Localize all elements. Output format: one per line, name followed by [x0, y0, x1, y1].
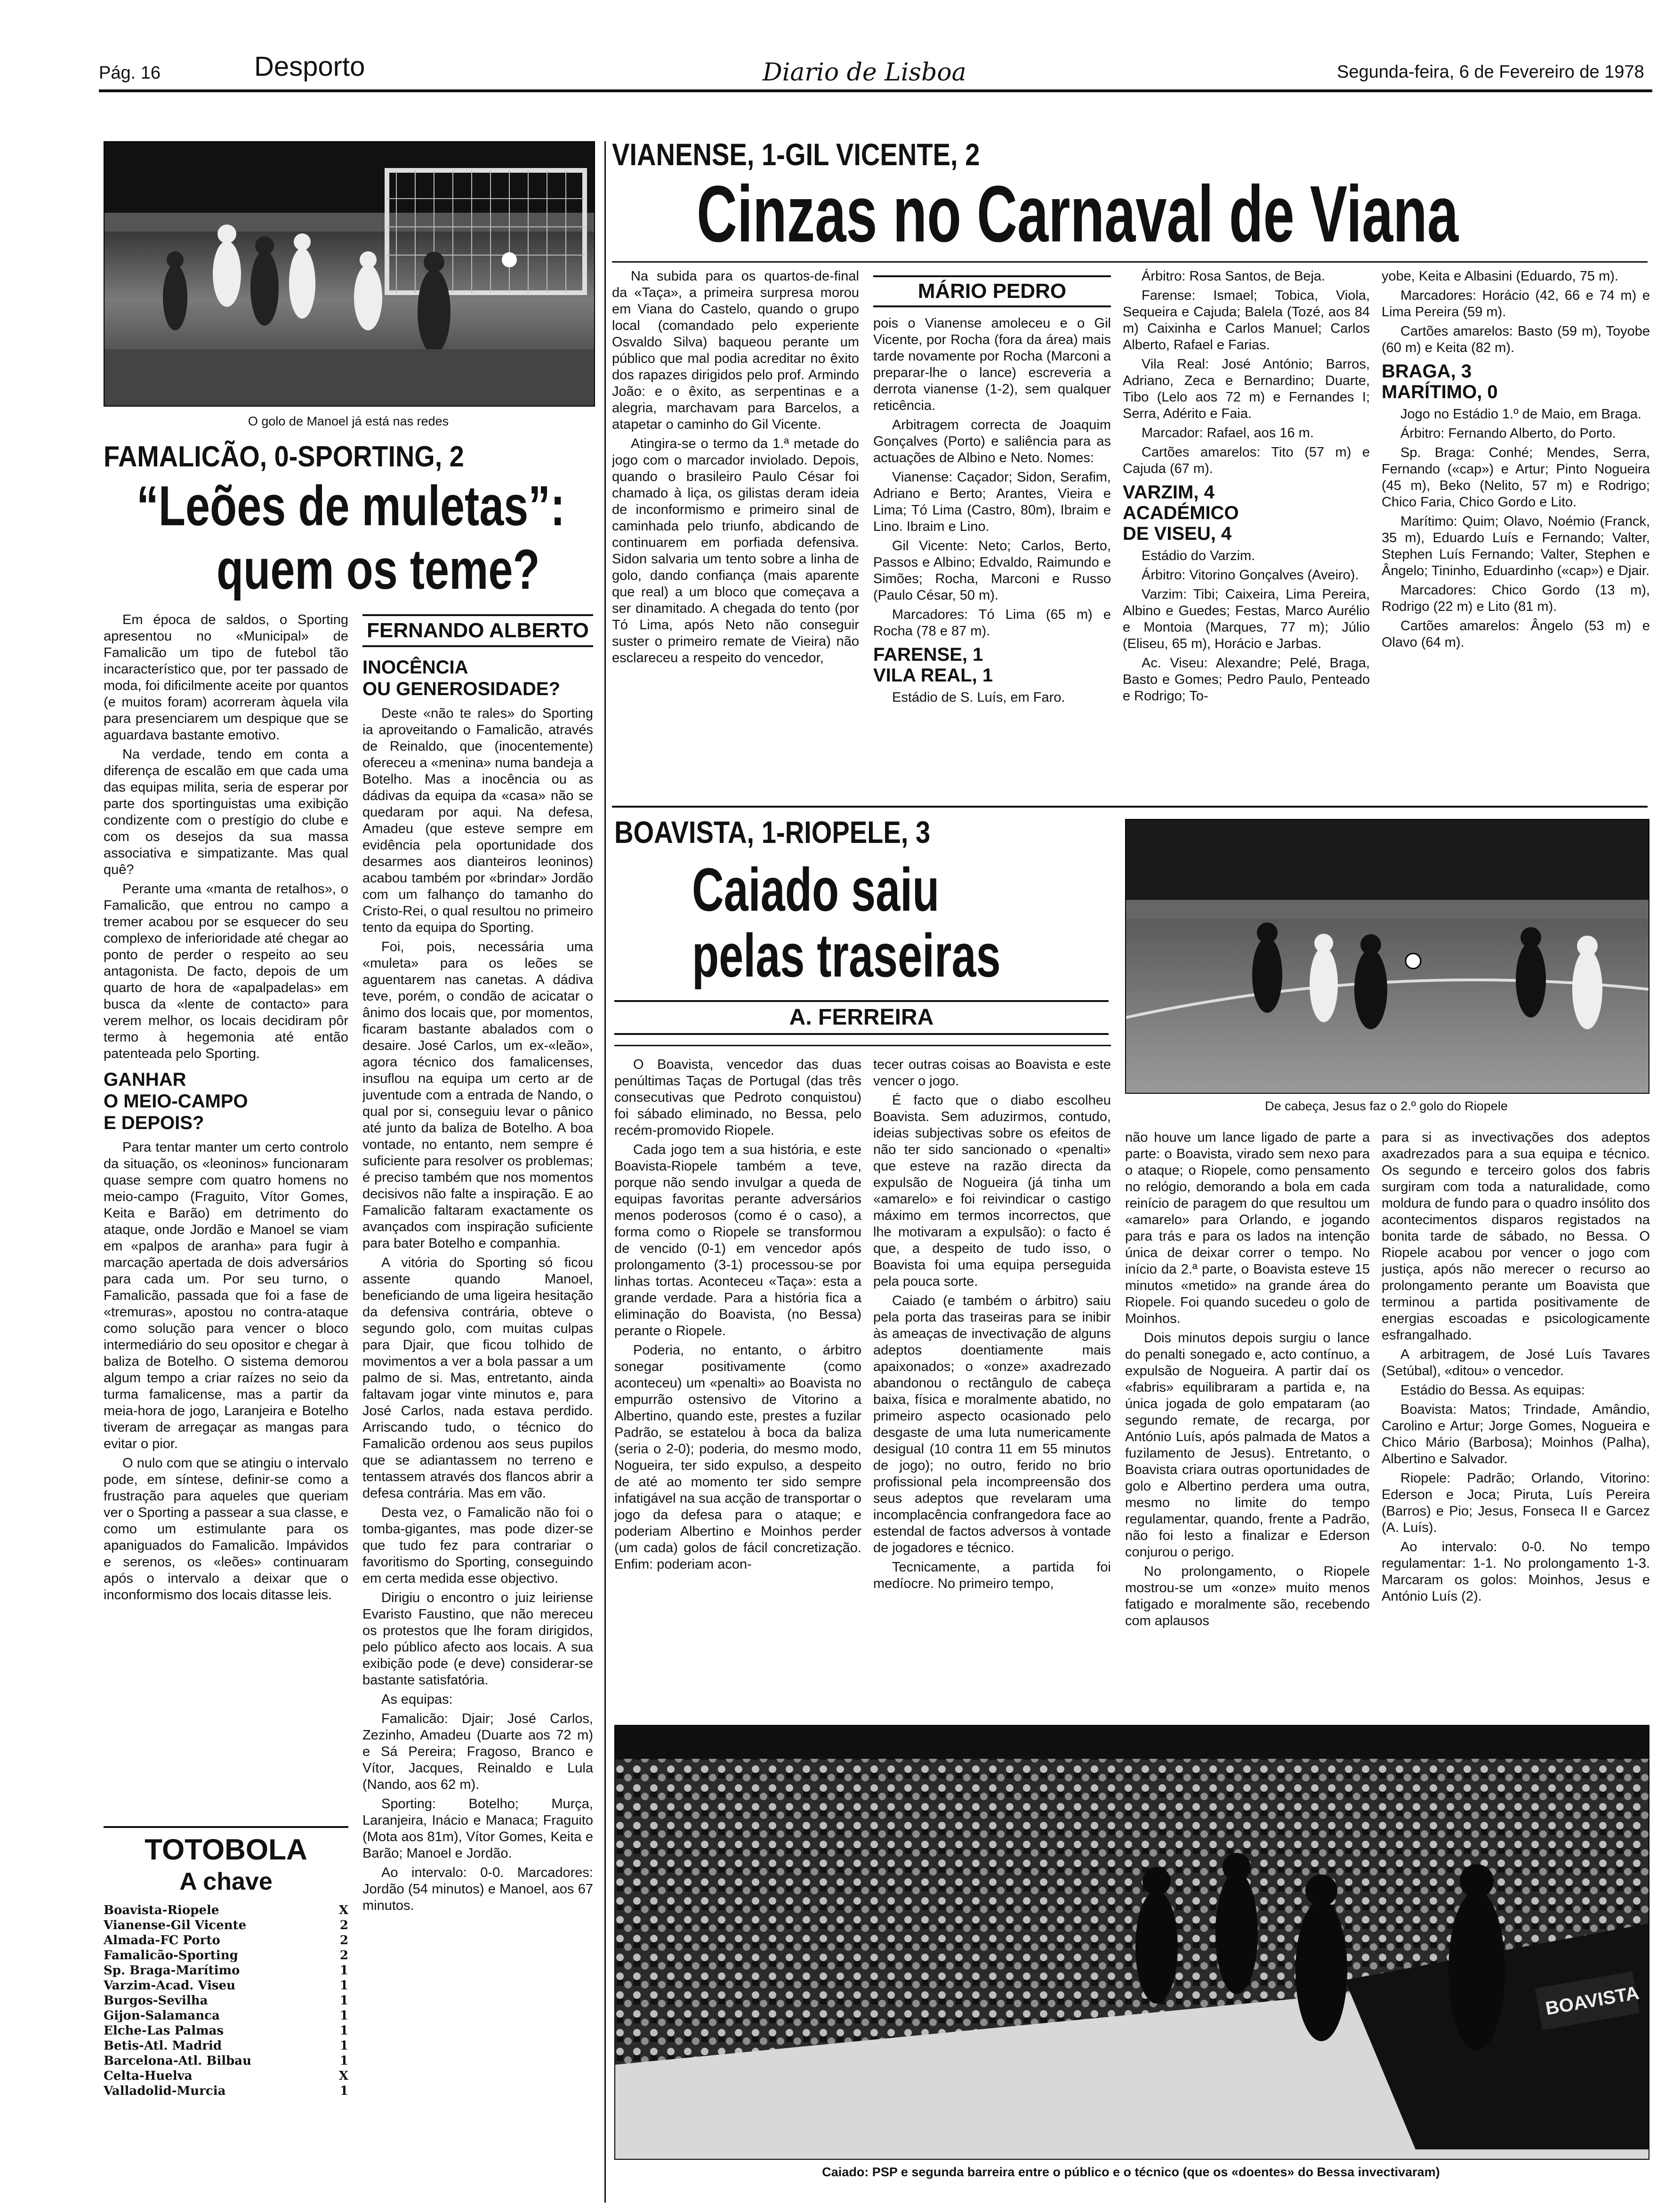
paragraph: Árbitro: Fernando Alberto, do Porto. [1400, 426, 1616, 441]
boavista-byline: A. FERREIRA [614, 1000, 1109, 1035]
paragraph: Dirigiu o encontro o juiz leiriense Evaristo Faustino, que não mereceu os protestos que lhe foram dirigidos, pelo público afecto aos locais. A sua exibição pode (e deve) considerar-se bastante satisfatória. [362, 1590, 593, 1688]
goal-photo-caption: O golo de Manoel já está nas redes [248, 414, 449, 428]
goal-photo [104, 141, 595, 407]
paragraph: Caiado (e também o árbitro) saiu pela porta das traseiras para se inibir às ameaças de invectivação de alguns adeptos doentiamente mais apaixonados; o «onze» axadrezado abandonou o rectângulo de cabeça baixa, física e moralmente abatido, no primeiro aspecto ocasionado pelo desgaste de uma luta numericamente desigual (10 contra 11 em 55 minutos de jogo); no outro, ferido no brio profissional pela incompreensão dos seus adeptos que revelaram uma incomplacência confrangedora face ao estendal de factos adversos à vontade de jogadores e técnico. [873, 1293, 1111, 1555]
totobola-result: 1 [339, 2024, 348, 2038]
paragraph: Para tentar manter um certo controlo da situação, os «leoninos» funcionaram quase sempre com quatro homens no meio-campo (Fraguito, Vítor Gomes, Keita e Barão) em detrimento do ataque, onde Jordão e Manoel se viam em «palpos de aranha» para fugir à marcação apertada de dois adversários para cada um. Por seu turno, o Famalicão, passada que foi a fase de «tremuras», apostou no contra-ataque como solução para vencer o bloco intermediário do seu opositor e chegar à baliza de Botelho. O sistema demorou algum tempo a criar raízes no seio da turma famalicense, mas a partir da meia-hora de jogo, Laranjeira e Botelho tiveram de arregaçar as mangas para evitar o pior. [104, 1140, 348, 1451]
totobola-row [104, 1948, 348, 1963]
paragraph: Tecnicamente, a partida foi medíocre. No primeiro tempo, [873, 1560, 1111, 1591]
totobola-row [104, 2068, 348, 2084]
famalicao-headline-2: quem os teme? [217, 538, 540, 601]
totobola-box [104, 1833, 348, 2099]
paragraph: não houve um lance ligado de parte a parte: o Boavista, virado sem nexo para o ataque; o Riopele, como pensamento no relógio, demorando a bola em cada reinício de paragem do que resultou um «amarelo» para Orlando, e jogando para trás e para os lados na intenção única de deixar correr o tempo. No início da 2.ª parte, o Boavista esteve 15 minutos «metido» na grande área do Riopele. Foi quando sucedeu o golo de Moinhos. [1125, 1130, 1370, 1326]
riopele-photo-caption: De cabeça, Jesus faz o 2.º golo do Riopele [1265, 1099, 1508, 1113]
paragraph: Vianense: Caçador; Sidon, Serafim, Adriano e Berto; Arantes, Vieira e Lima; Tó Lima (Castro, 80m), Ibraim e Lino. Ibraim e Lino. [873, 470, 1111, 534]
paragraph: Perante uma «manta de retalhos», o Famalicão, que entrou no campo a tremer acabou por se esquecer do seu complexo de inferioridade até chegar ao ponto de perder o respeito ao seu antagonista. De facto, depois de um quarto de hora de «apalpadelas» em busca da «lente de contacto» para verem melhor, os locais decidiram pôr termo à hegemonia até então patenteada pelo Sporting. [104, 882, 348, 1061]
famalicao-column-2 [362, 657, 593, 2163]
subhead-line: OU GENEROSIDADE? [362, 679, 561, 699]
riopele-goal-scene [1126, 820, 1649, 1093]
braga-result [1382, 361, 1650, 402]
paragraph: Vila Real: José António; Barros, Adriano, Zeca e Bernardino; Duarte, Tibo (Lelo aos 72 m) e Fernandes I; Serra, Adérito e Faia. [1123, 357, 1370, 421]
paragraph: Varzim: Tibi; Caixeira, Lima Pereira, Albino e Guedes; Festas, Marco Aurélio e Montoia (Marques, 77 m); Júlio (Eliseu, 65 m), Horácio e Jarbas. [1123, 587, 1370, 651]
totobola-result: 1 [339, 2009, 348, 2023]
totobola-match: Varzim-Acad. Viseu [104, 1979, 236, 1993]
boavista-column-2 [873, 1057, 1111, 1711]
stand-sign-text: BOAVISTA [1544, 1982, 1641, 2020]
result-line: VILA REAL, 1 [873, 665, 993, 686]
paragraph: Sporting: Botelho; Murça, Laranjeira, Inácio e Manaca; Fraguito (Mota aos 81m), Vítor Gomes, Keita e Barão; Manoel e Jordão. [362, 1796, 593, 1861]
totobola-table [104, 1903, 348, 2099]
paragraph: Foi, pois, necessária uma «muleta» para os leões se aguentarem nas canetas. A dádiva teve, porém, o condão de acicatar o ânimo dos locais que, por momentos, ficaram bastante abalados com o desaire. José Carlos, um ex-«leão», agora técnico dos famalicenses, insuflou na equipa um certo ar de juventude com a entrada de Nando, o qual por si, conseguiu levar o pânico até junto da baliza de Botelho. A boa vontade, no entanto, nem sempre é suficiente para resolver os problemas; é preciso também que nos momentos decisivos não falte a inspiração. E ao Famalicão faltaram exactamente os avançados com inspiração suficiente para bater Botelho e companhia. [362, 939, 593, 1251]
paragraph: Marcadores: Horácio (42, 66 e 74 m) e Lima Pereira (59 m). [1382, 288, 1650, 320]
paragraph: Estádio de S. Luís, em Faro. [892, 690, 1065, 705]
totobola-row [104, 1963, 348, 1978]
masthead: Diario de Lisboa [763, 58, 966, 87]
totobola-match: Gijon-Salamanca [104, 2009, 220, 2023]
boavista-headline-2: pelas traseiras [692, 921, 1001, 990]
totobola-row [104, 2008, 348, 2023]
totobola-match: Celta-Huelva [104, 2069, 193, 2083]
paragraph: O nulo com que se atingiu o intervalo pode, em síntese, definir-se como a frustração para aqueles que queriam ver o Sporting a passear a sua classe, e como um estimulante para os apaniguados do Famalicão. Impávidos e serenos, os «leões» continuaram após o intervalo a deixar que o inconformismo dos locais ditasse leis. [104, 1456, 348, 1603]
paragraph: A arbitragem, de José Luís Tavares (Setúbal), «ditou» o vencedor. [1382, 1347, 1650, 1378]
subhead-ganhar [104, 1069, 348, 1134]
boavista-column-3 [1125, 1130, 1370, 1711]
paragraph: Marítimo: Quim; Olavo, Noémio (Franck, 35 m), Eduardo Luís e Fernando; Valter, Stephen Luís Fernando; Valter, Stephen e Ângelo; Tininho, Eduardinho («cap») e Djair. [1382, 514, 1650, 578]
vianense-column-4 [1382, 268, 1650, 805]
totobola-result: 2 [339, 1948, 348, 1963]
totobola-match: Elche-Las Palmas [104, 2024, 224, 2038]
totobola-match: Boavista-Riopele [104, 1903, 219, 1917]
paragraph: Estádio do Varzim. [1142, 548, 1255, 563]
paragraph: Desta vez, o Famalicão não foi o tomba-gigantes, mas pode dizer-se que tudo fez para contrariar o favoritismo do Sporting, conseguindo em certa medida esse objectivo. [362, 1505, 593, 1586]
paragraph: O Boavista, vencedor das duas penúltimas Taças de Portugal (das três consecutivas que Pedroto conquistou) foi sábado eliminado, no Bessa, pelo recém-promovido Riopele. [614, 1057, 861, 1138]
totobola-row [104, 1933, 348, 1948]
paragraph: Arbitragem correcta de Joaquim Gonçalves (Porto) e saliência para as actuações de Albino e Neto. Nomes: [873, 417, 1111, 465]
result-line: BRAGA, 3 [1382, 361, 1472, 382]
paragraph: As equipas: [381, 1692, 453, 1707]
paragraph: Jogo no Estádio 1.º de Maio, em Braga. [1400, 407, 1641, 422]
paragraph: Ac. Viseu: Alexandre; Pelé, Braga, Basto e Gomes; Pedro Paulo, Penteado e Rodrigo; To- [1123, 656, 1370, 704]
riopele-goal-photo [1125, 819, 1649, 1094]
paragraph: A vitória do Sporting só ficou assente quando Manoel, beneficiando de uma ligeira hesitação da defensiva contrária, obteve o segundo golo, com muitas culpas para Djair, que ficou tolhido de movimentos a ver a bola passar a um palmo de si. Mas, entretanto, ainda faltavam jogar vinte minutos e, para José Carlos, nada estava perdido. Arriscando tudo, o técnico do Famalicão ordenou aos seus pupilos que se adiantassem no terreno e tentassem através dos flancos abrir a defesa contrária. Mas em vão. [362, 1255, 593, 1501]
boavista-column-1 [614, 1057, 861, 1711]
totobola-result: 1 [339, 1979, 348, 1993]
totobola-result: 2 [339, 1933, 348, 1948]
totobola-match: Burgos-Sevilha [104, 1994, 208, 2008]
boavista-kicker: BOAVISTA, 1-RIOPELE, 3 [614, 815, 931, 850]
crowd-photo-caption: Caiado: PSP e segunda barreira entre o público e o técnico (que os «doentes» do Bessa invectivaram) [822, 2165, 1440, 2179]
paragraph: Árbitro: Vitorino Gonçalves (Aveiro). [1142, 568, 1359, 583]
boavista-headline-1: Caiado saiu [692, 855, 940, 924]
paragraph: Marcadores: Tó Lima (65 m) e Rocha (78 e 87 m). [873, 607, 1111, 639]
subhead-line: GANHAR [104, 1069, 186, 1090]
paragraph: tecer outras coisas ao Boavista e este vencer o jogo. [873, 1057, 1111, 1089]
vianense-column-3 [1123, 268, 1370, 805]
famalicao-byline: FERNANDO ALBERTO [362, 614, 593, 647]
paragraph: Na verdade, tendo em conta a diferença de escalão em que cada uma das equipas milita, seria de esperar por parte dos sportinguistas uma exibição condizente com o prestígio do clube e com os desejos da sua massa associativa e simpatizante. Mas qual quê? [104, 747, 348, 877]
page-number: Pág. 16 [99, 63, 161, 83]
totobola-result: X [338, 2069, 348, 2083]
issue-date: Segunda-feira, 6 de Fevereiro de 1978 [1337, 62, 1644, 82]
paragraph: Marcador: Rafael, aos 16 m. [1142, 425, 1314, 441]
crowd-scene [615, 1726, 1649, 2159]
paragraph: Boavista: Matos; Trindade, Amândio, Carolino e Artur; Jorge Gomes, Nogueira e Chico Mário (Barbosa); Moinhos (Palha), Albertino e Salvador. [1382, 1402, 1650, 1467]
totobola-match: Sp. Braga-Marítimo [104, 1964, 240, 1978]
result-line: DE VISEU, 4 [1123, 523, 1232, 544]
result-line: ACADÉMICO [1123, 503, 1239, 523]
totobola-result: 1 [339, 2039, 348, 2053]
totobola-result: 2 [339, 1918, 348, 1932]
vianense-column-2 [873, 315, 1111, 805]
byline-rule [614, 1045, 1111, 1046]
paragraph: Árbitro: Rosa Santos, de Beja. [1142, 269, 1326, 284]
paragraph: Na subida para os quartos-de-final da «Taça», a primeira surpresa morou em Viana do Castelo, quando o grupo local (comandado pelo experiente Osvaldo Silva) baqueou perante um público que mal podia acreditar no êxito dos rapazes dirigidos pelo prof. Armindo João: e o êxito, as serpentinas e a alegria, marchavam para Barcelos, a atapetar o caminho do Gil Vicente. [612, 269, 859, 432]
totobola-result: X [338, 1903, 348, 1917]
totobola-row [104, 2053, 348, 2068]
paragraph: Cartões amarelos: Basto (59 m), Toyobe (60 m) e Keita (82 m). [1382, 324, 1650, 355]
paragraph: Poderia, no entanto, o árbitro sonegar positivamente (como aconteceu) um «penalti» ao Boavista no empurrão ostensivo de Vitorino a Albertino, quando este, prestes a fuzilar Padrão, se estatelou à boca da baliza (seria o 2-0); poderia, do mesmo modo, Nogueira, ter sido expulso, a despeito de até ao momento ter sido sempre infatigável na sua acção de transportar o jogo da defesa para o ataque; e poderiam Albertino e Moinhos perder (um cada) golos de fácil concretização. Enfim: poderiam acon- [614, 1343, 861, 1572]
totobola-match: Almada-FC Porto [104, 1933, 220, 1948]
result-line: MARÍTIMO, 0 [1382, 382, 1498, 402]
headline-rule [612, 261, 1648, 263]
paragraph: pois o Vianense amoleceu e o Gil Vicente, por Rocha (fora da área) mais tarde novamente por Rocha (Marconi a preparar-lhe o lance) escreveria a derrota vianense (1-2), sem qualquer reticência. [873, 316, 1111, 413]
goal-photo-scene [105, 142, 594, 406]
totobola-match: Barcelona-Atl. Bilbau [104, 2054, 252, 2068]
paragraph: No prolongamento, o Riopele mostrou-se um «onze» muito menos fatigado e moralmente são, recebendo com aplausos [1125, 1564, 1370, 1628]
section-rule [612, 806, 1648, 808]
boavista-column-4 [1382, 1130, 1650, 1711]
vianense-kicker: VIANENSE, 1-GIL VICENTE, 2 [612, 137, 980, 172]
column-divider [604, 141, 606, 2203]
totobola-rule [104, 1826, 348, 1828]
subhead-line: INOCÊNCIA [362, 657, 468, 678]
totobola-result: 1 [339, 2084, 348, 2098]
paragraph: Cartões amarelos: Tito (57 m) e Cajuda (67 m). [1123, 445, 1370, 476]
section-title: Desporto [254, 51, 365, 82]
totobola-row [104, 2084, 348, 2099]
totobola-title: TOTOBOLA [145, 1834, 307, 1866]
result-line: FARENSE, 1 [873, 644, 983, 665]
header-rule [99, 89, 1652, 92]
totobola-row [104, 2038, 348, 2053]
famalicao-headline-1: “Leões de muletas”: [137, 474, 565, 537]
paragraph: Sp. Braga: Conhé; Mendes, Serra, Fernando («cap») e Artur; Pinto Nogueira (45 m), Beko (Nelito, 57 m) e Rodrigo; Chico Faria, Chico Gordo e Lito. [1382, 445, 1650, 510]
paragraph: para si as invectivações dos adeptos axadrezados para a sua equipa e técnico. Os segundo e terceiro golos dos fabris surgiram com toda a naturalidade, como moldura de fundo para o quadro insólito dos acontecimentos disparos registados na bonita tarde de sábado, no Bessa. O Riopele acabou por vencer o jogo com justiça, após não merecer o recurso ao prolongamento perante um Boavista que terminou a partida positivamente de energias escoadas e psicologicamente esfrangalhado. [1382, 1130, 1650, 1343]
totobola-row [104, 1978, 348, 1993]
varzim-result [1123, 482, 1370, 544]
famalicao-kicker: FAMALICÃO, 0-SPORTING, 2 [104, 441, 464, 473]
paragraph: Farense: Ismael; Tobica, Viola, Sequeira e Cajuda; Balela (Tozé, aos 84 m) Caixinha e Carlos Manuel; Carlos Alberto, Rafael e Farias. [1123, 288, 1370, 353]
paragraph: Dois minutos depois surgiu o lance do penalti sonegado e, acto contínuo, a expulsão de Nogueira. A partir daí os «fabris» equilibraram a partida e, na única jogada de golo empataram (ao segundo remate, de recarga, por António Luís, após palmada de Matos a fuzilamento de Jesus). Entretanto, o Boavista criara outras oportunidades de golo e Albertino perdera uma outra, mesmo no limite do tempo regulamentar, quando, frente a Padrão, não foi lesto a finalizar e Ederson conjurou o perigo. [1125, 1330, 1370, 1560]
paragraph: Estádio do Bessa. As equipas: [1400, 1383, 1585, 1398]
paragraph: Marcadores: Chico Gordo (13 m), Rodrigo (22 m) e Lito (81 m). [1382, 583, 1650, 614]
paragraph: Cada jogo tem a sua história, e este Boavista-Riopele também a teve, porque não sendo invulgar a queda de equipas favoritas perante adversários menos poderosos (como é o caso), a forma como o Riopele se transformou de vencido (0-1) em vencedor após prolongamento (3-1) processou-se por linhas tortas. Aconteceu «Taça»: esta a grande verdade. Para a história fica a eliminação do Boavista, (no Bessa) perante o Riopele. [614, 1142, 861, 1338]
totobola-row [104, 1993, 348, 2008]
subhead-inocencia [362, 657, 593, 700]
totobola-row [104, 1903, 348, 1918]
paragraph: Famalicão: Djair; José Carlos, Zezinho, Amadeu (Duarte aos 72 m) e Sá Pereira; Fragoso, Branco e Vítor, Jacques, Reinaldo e Lula (Nando, aos 62 m). [362, 1711, 593, 1792]
crowd-photo [614, 1725, 1649, 2160]
totobola-row [104, 2023, 348, 2038]
totobola-match: Famalicão-Sporting [104, 1948, 238, 1963]
totobola-result: 1 [339, 1994, 348, 2008]
paragraph: Ao intervalo: 0-0. No tempo regulamentar: 1-1. No prolongamento 1-3. Marcaram os golos: Moinhos, Jesus e António Luís (2). [1382, 1539, 1650, 1604]
farense-result [873, 644, 1111, 686]
vianense-column-1 [612, 268, 859, 800]
vianense-headline: Cinzas no Carnaval de Viana [697, 169, 1459, 259]
totobola-row [104, 1918, 348, 1933]
totobola-match: Valladolid-Murcia [104, 2084, 226, 2098]
paragraph: Deste «não te rales» do Sporting ia aproveitando o Famalicão, através de Reinaldo, que (inocentemente) ofereceu a «menina» numa bandeja a Botelho. Mas a inocência ou as dádivas da equipa da «casa» não se quedaram por aqui. Na defesa, Amadeu (que esteve sempre em evidência pela oportunidade dos desarmes aos dianteiros leoninos) acabou também por «brindar» Jordão com um falhanço do tamanho do Cristo-Rei, o qual resultou no primeiro tento da equipa do Sporting. [362, 706, 593, 935]
vianense-byline: MÁRIO PEDRO [873, 275, 1111, 307]
totobola-result: 1 [339, 2054, 348, 2068]
subhead-line: E DEPOIS? [104, 1113, 204, 1133]
totobola-subtitle: A chave [179, 1868, 273, 1895]
paragraph: Atingira-se o termo da 1.ª metade do jogo com o marcador inviolado. Depois, quando o brasileiro Paulo César foi chamado à liça, os gilistas deram ideia de inconformismo e primeiro sinal de caminhada pelo triunfo, abdicando de continuarem em porfiada defensiva. Sidon salvaria um tento sobre a linha de golo, dando confiança (mais aparente que real) a um bloco que começava a ser dinamitado. A chegada do tento (por Tó Lima, após Neto não conseguir suster o primeiro remate de Vieira) não esclareceu a respeito do vencedor, [612, 436, 859, 665]
totobola-match: Betis-Atl. Madrid [104, 2039, 222, 2053]
paragraph: Riopele: Padrão; Orlando, Vitorino: Ederson e Joca; Piruta, Luís Pereira (Barros) e Pio; Jesus, Fonseca II e Garcez (A. Luís). [1382, 1471, 1650, 1535]
paragraph: Ao intervalo: 0-0. Marcadores: Jordão (54 minutos) e Manoel, aos 67 minutos. [362, 1865, 593, 1913]
totobola-result: 1 [339, 1964, 348, 1978]
paragraph: Cartões amarelos: Ângelo (53 m) e Olavo (64 m). [1382, 618, 1650, 650]
paragraph: Em época de saldos, o Sporting apresentou no «Municipal» de Famalicão um tipo de futebol tão incaracterístico que, por ter passado de moda, foi dificilmente aceite por quantos (e muitos foram) acorreram àquela vila para presenciarem um despique que se aguardava bastante emotivo. [104, 612, 348, 743]
paragraph: É facto que o diabo escolheu Boavista. Sem aduzirmos, contudo, ideias subjectivas sobre os efeitos de não ter sido sancionado o «penalti» que esteve na razão directa da expulsão de Nogueira (já tinha um «amarelo» e foi reivindicar o castigo máximo em termos incorrectos, que lhe motivaram a expulsão): o facto é que, a despeito de tudo isso, o Boavista foi uma equipa perseguida pela pouca sorte. [873, 1093, 1111, 1289]
totobola-match: Vianense-Gil Vicente [104, 1918, 247, 1932]
famalicao-column-1 [104, 612, 348, 1817]
paragraph: Gil Vicente: Neto; Carlos, Berto, Passos e Albino; Edvaldo, Raimundo e Simões; Rocha, Marconi e Russo (Paulo César, 50 m). [873, 538, 1111, 603]
subhead-line: O MEIO-CAMPO [104, 1091, 248, 1112]
paragraph: yobe, Keita e Albasini (Eduardo, 75 m). [1382, 269, 1618, 284]
result-line: VARZIM, 4 [1123, 482, 1215, 503]
